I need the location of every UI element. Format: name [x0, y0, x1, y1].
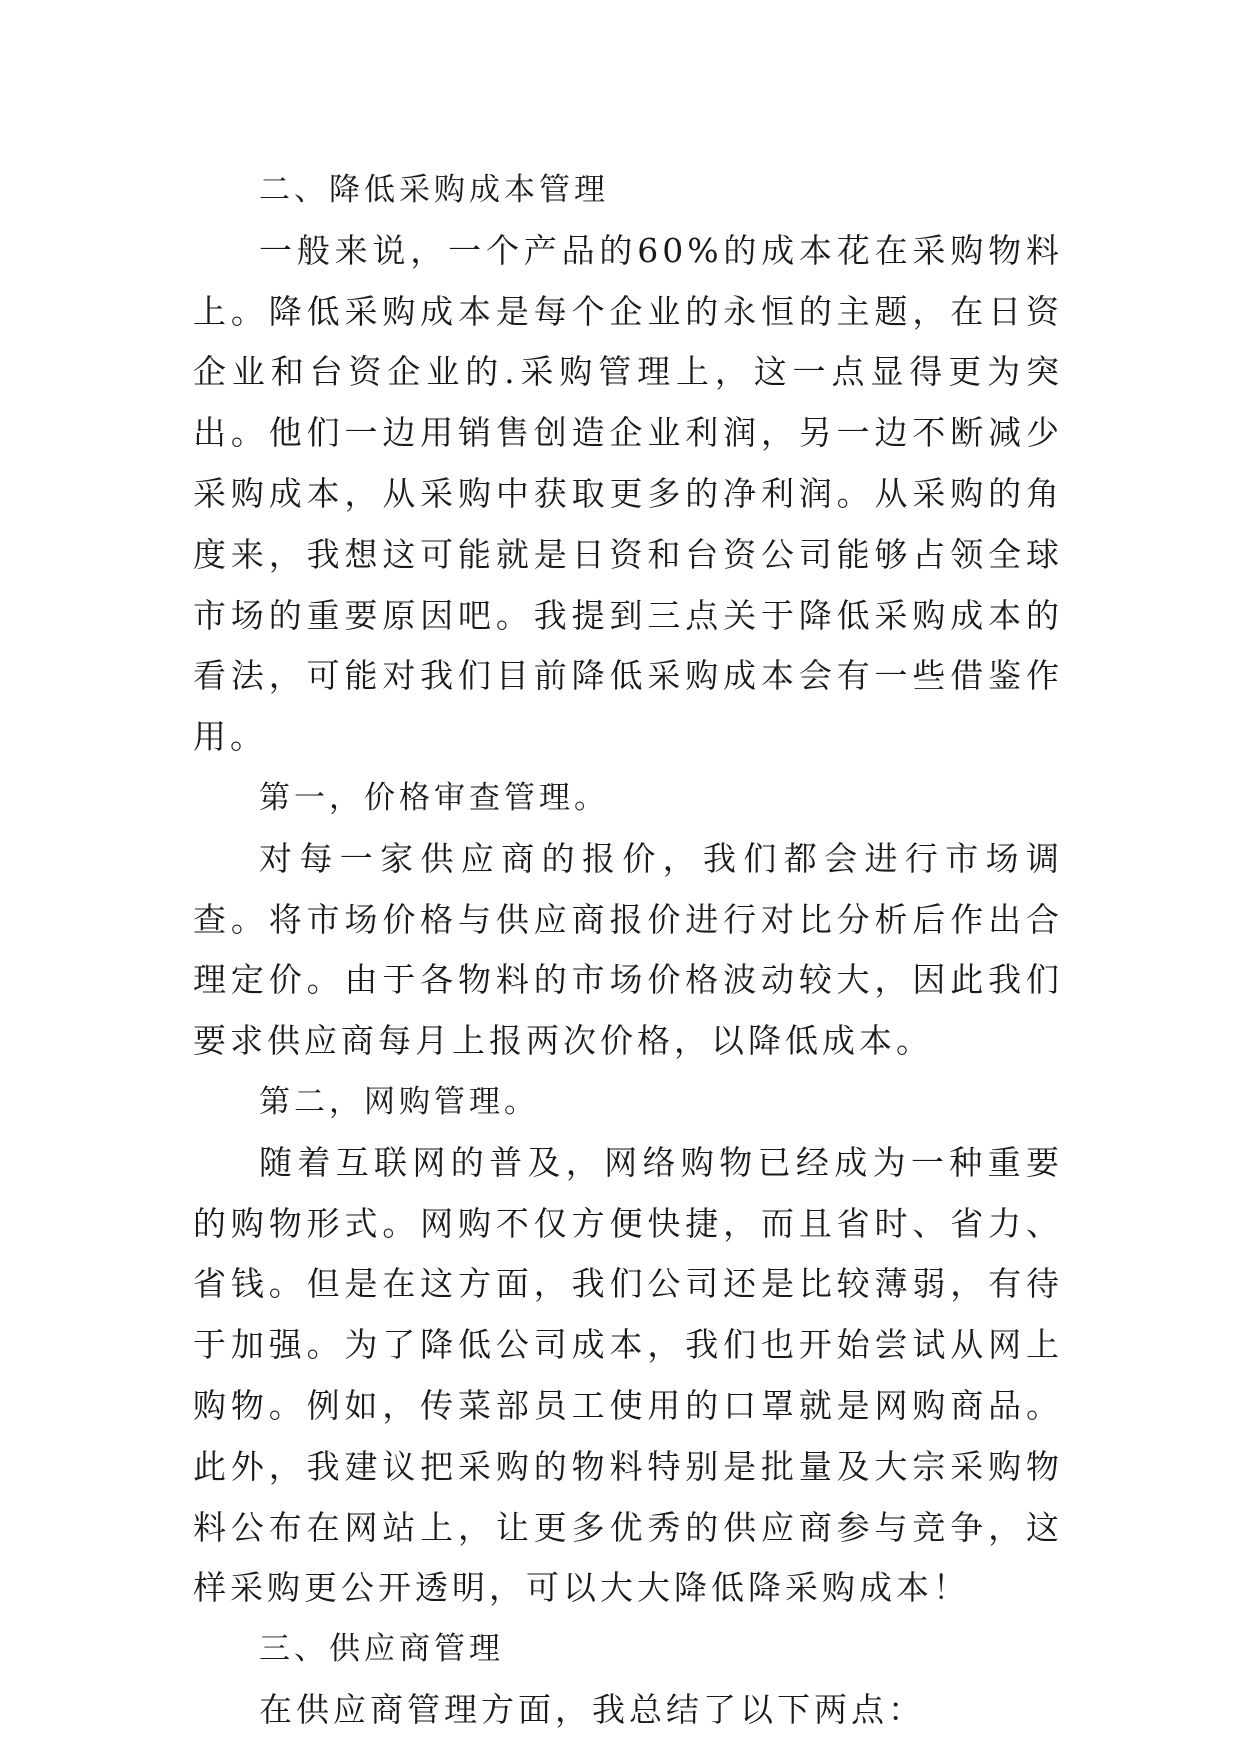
- section-heading-supplier-management: 三、供应商管理: [259, 1631, 504, 1668]
- subheading-online-purchasing: 第二，网购管理。: [259, 1083, 539, 1120]
- document-page: [193, 160, 1063, 1741]
- paragraph-supplier-management: 在供应商管理方面，我总结了以下两点：: [259, 1689, 925, 1729]
- section-heading-cost-reduction: 二、降低采购成本管理: [259, 172, 609, 208]
- paragraph-cost-reduction-intro: 一般来说，一个产品的60%的成本花在采购物料上。降低采购成本是每个企业的永恒的主题，在日资企业和台资企业的.采购管理上，这一点显得更为突出。他们一边用销售创造企业利润，另一边不断减少采购成本，从采购中获取更多的净利润。从采购的角度来，我想这可能就是日资和台资公司能够占领全球市场的重要原因吧。我提到三点关于降低采购成本的看法，可能对我们目前降低采购成本会有一些借鉴作用。: [193, 230, 1063, 757]
- subheading-price-review: 第一，价格审查管理。: [259, 779, 609, 816]
- paragraph-price-review: 对每一家供应商的报价，我们都会进行市场调查。将市场价格与供应商报价进行对比分析后作出合理定价。由于各物料的市场价格波动较大，因此我们要求供应商每月上报两次价格，以降低成本。: [193, 838, 1063, 1061]
- paragraph-online-purchasing: 随着互联网的普及，网络购物已经成为一种重要的购物形式。网购不仅方便快捷，而且省时、省力、省钱。但是在这方面，我们公司还是比较薄弱，有待于加强。为了降低公司成本，我们也开始尝试从网上购物。例如，传菜部员工使用的口罩就是网购商品。此外，我建议把采购的物料特别是批量及大宗采购物料公布在网站上，让更多优秀的供应商参与竞争，这样采购更公开透明，可以大大降低降采购成本！: [193, 1142, 1063, 1608]
